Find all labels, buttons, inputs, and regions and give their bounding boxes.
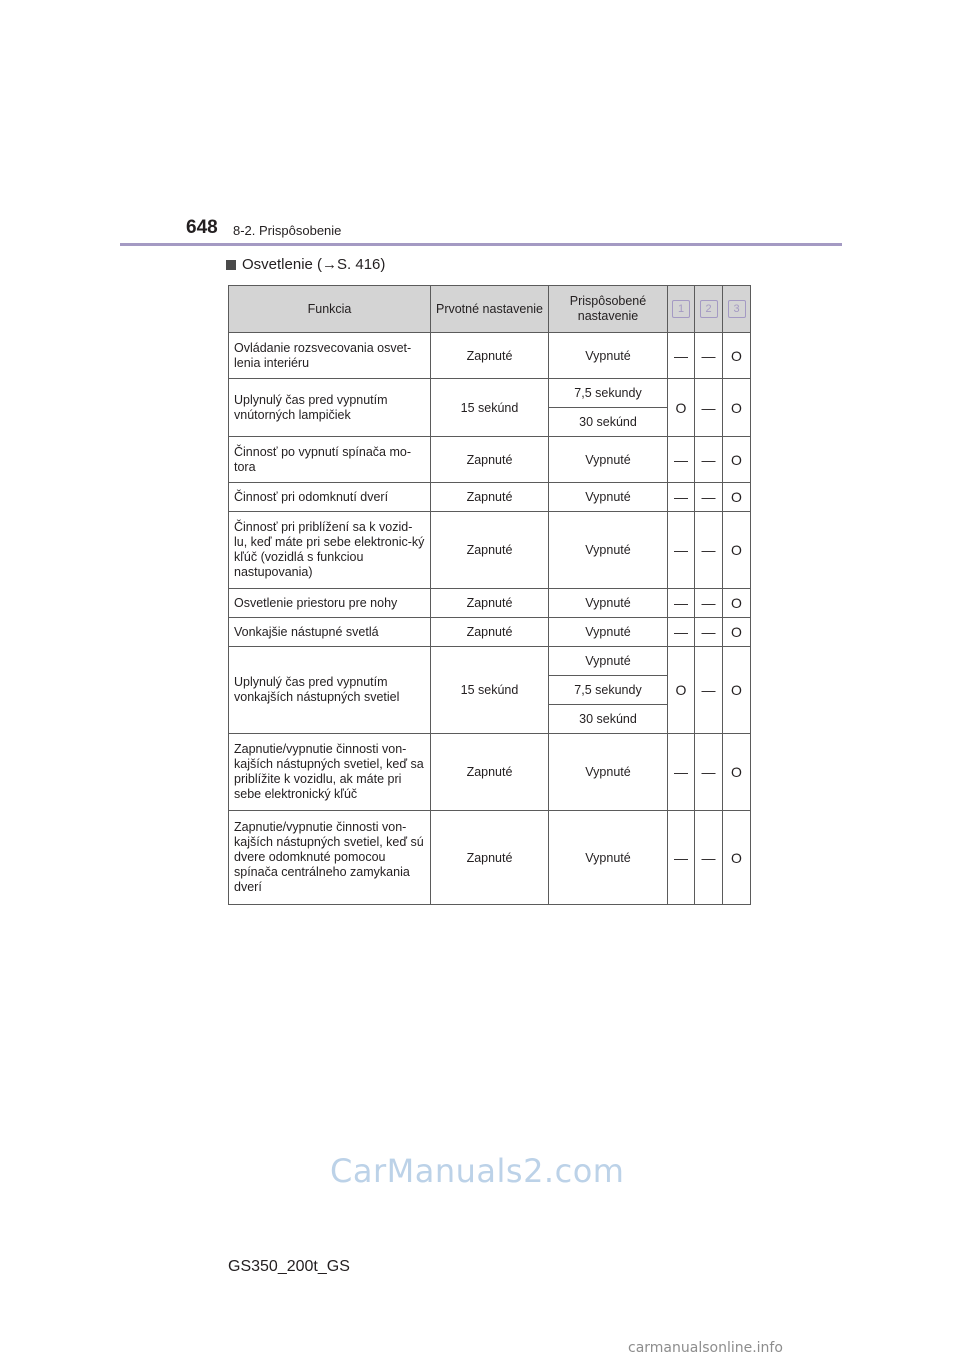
mark-3: O	[723, 618, 751, 647]
mark-2: —	[695, 333, 723, 379]
mark-2: —	[695, 483, 723, 512]
section-title: 8-2. Prispôsobenie	[233, 223, 342, 238]
mark-2: —	[695, 647, 723, 734]
header-col3	[723, 286, 751, 333]
header-default: Prvotné nastavenie	[431, 286, 549, 333]
table-row	[229, 483, 751, 512]
number-2-icon: 2	[700, 300, 718, 318]
footer-code: GS350_200t_GS	[228, 1258, 350, 1275]
mark-2: —	[695, 512, 723, 589]
default-cell: Zapnuté	[431, 483, 549, 512]
option-cell: Vypnuté	[549, 333, 668, 379]
table-row	[229, 512, 751, 589]
function-cell: Uplynulý čas pred vypnutím vonkajších nástupných svetiel	[229, 647, 431, 734]
heading-text: Osvetlenie (→S. 416)	[242, 256, 386, 273]
option-cell: Vypnuté	[549, 437, 668, 483]
function-cell: Zapnutie/vypnutie činnosti von-kajších nástupných svetiel, keď sú dvere odomknuté pomocou spínača centrálneho zamykania dverí	[229, 811, 431, 905]
table-row	[229, 618, 751, 647]
option-cell: Vypnuté	[549, 483, 668, 512]
mark-1: —	[668, 589, 695, 618]
header-col1	[668, 286, 695, 333]
mark-3: O	[723, 734, 751, 811]
mark-2: —	[695, 734, 723, 811]
mark-3: O	[723, 333, 751, 379]
option-cell: 30 sekúnd	[549, 408, 668, 437]
watermark-bottom: carmanualsonline.info	[628, 1340, 783, 1356]
table-row	[229, 589, 751, 618]
header-rule	[120, 243, 842, 246]
mark-1: O	[668, 379, 695, 437]
option-cell: Vypnuté	[549, 647, 668, 676]
number-3-icon: 3	[728, 300, 746, 318]
mark-1: —	[668, 483, 695, 512]
mark-2: —	[695, 618, 723, 647]
table-row	[229, 734, 751, 811]
function-cell: Zapnutie/vypnutie činnosti von-kajších nástupných svetiel, keď sa priblížite k vozidlu, ak máte pri sebe elektronický kľúč	[229, 734, 431, 811]
mark-3: O	[723, 811, 751, 905]
mark-2: —	[695, 379, 723, 437]
watermark-logo: CarManuals2.com	[330, 1152, 625, 1190]
mark-2: —	[695, 589, 723, 618]
option-cell: 7,5 sekundy	[549, 379, 668, 408]
table-row	[229, 647, 751, 676]
table-row	[229, 437, 751, 483]
mark-1: —	[668, 734, 695, 811]
header-function: Funkcia	[229, 286, 431, 333]
default-cell: 15 sekúnd	[431, 379, 549, 437]
mark-3: O	[723, 512, 751, 589]
mark-1: —	[668, 618, 695, 647]
mark-2: —	[695, 811, 723, 905]
option-cell: 30 sekúnd	[549, 705, 668, 734]
default-cell: Zapnuté	[431, 437, 549, 483]
default-cell: Zapnuté	[431, 589, 549, 618]
section-heading	[226, 256, 385, 273]
option-cell: Vypnuté	[549, 618, 668, 647]
option-cell: 7,5 sekundy	[549, 676, 668, 705]
function-cell: Činnosť po vypnutí spínača mo-tora	[229, 437, 431, 483]
option-cell: Vypnuté	[549, 811, 668, 905]
default-cell: Zapnuté	[431, 618, 549, 647]
number-1-icon: 1	[672, 300, 690, 318]
mark-3: O	[723, 483, 751, 512]
function-cell: Ovládanie rozsvecovania osvet-lenia interiéru	[229, 333, 431, 379]
default-cell: Zapnuté	[431, 333, 549, 379]
table-header-row	[229, 286, 751, 333]
function-cell: Vonkajšie nástupné svetlá	[229, 618, 431, 647]
mark-3: O	[723, 647, 751, 734]
default-cell: Zapnuté	[431, 734, 549, 811]
mark-1: —	[668, 811, 695, 905]
mark-1: —	[668, 512, 695, 589]
mark-3: O	[723, 589, 751, 618]
function-cell: Činnosť pri odomknutí dverí	[229, 483, 431, 512]
table-row	[229, 333, 751, 379]
option-cell: Vypnuté	[549, 734, 668, 811]
default-cell: 15 sekúnd	[431, 647, 549, 734]
function-cell: Činnosť pri priblížení sa k vozid-lu, keď máte pri sebe elektronic-ký kľúč (vozidlá s funkciou nastupovania)	[229, 512, 431, 589]
mark-1: O	[668, 647, 695, 734]
header-custom: Prispôsobené nastavenie	[549, 286, 668, 333]
mark-3: O	[723, 437, 751, 483]
header-col2	[695, 286, 723, 333]
function-cell: Osvetlenie priestoru pre nohy	[229, 589, 431, 618]
default-cell: Zapnuté	[431, 811, 549, 905]
function-cell: Uplynulý čas pred vypnutím vnútorných lampičiek	[229, 379, 431, 437]
mark-2: —	[695, 437, 723, 483]
settings-table	[228, 285, 751, 905]
option-cell: Vypnuté	[549, 589, 668, 618]
table-row	[229, 811, 751, 905]
option-cell: Vypnuté	[549, 512, 668, 589]
mark-1: —	[668, 437, 695, 483]
page-number: 648	[186, 217, 218, 238]
square-bullet-icon	[226, 260, 236, 270]
mark-1: —	[668, 333, 695, 379]
table-row	[229, 379, 751, 408]
default-cell: Zapnuté	[431, 512, 549, 589]
mark-3: O	[723, 379, 751, 437]
